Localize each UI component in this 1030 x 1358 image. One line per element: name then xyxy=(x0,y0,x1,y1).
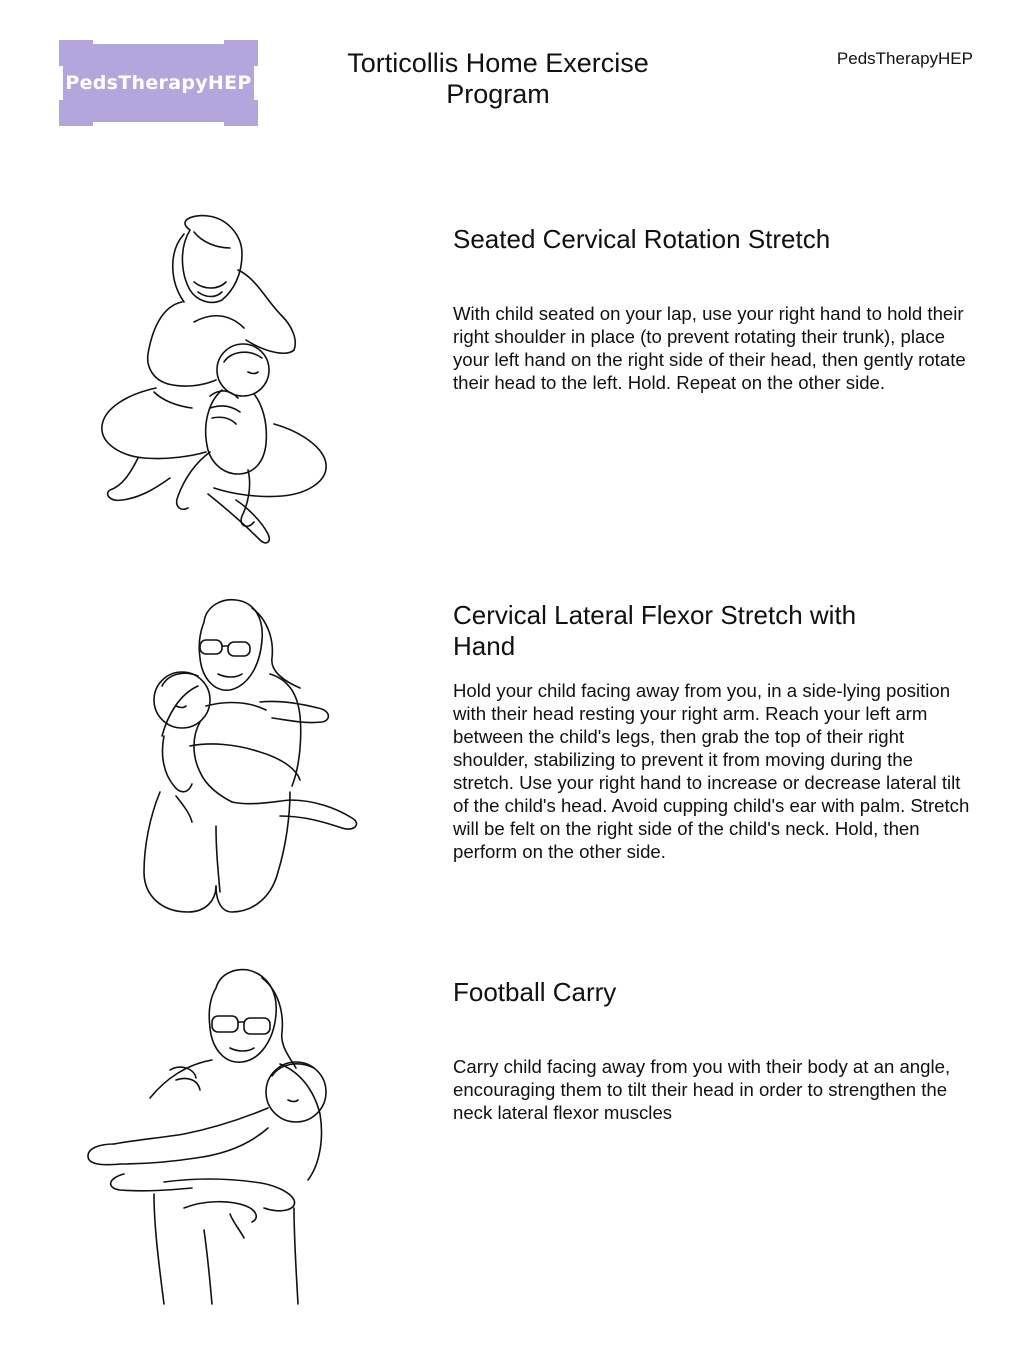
exercise-description: Carry child facing away from you with their body at an angle, encouraging them to tilt their head in order to strengthen the neck lateral flexor muscles xyxy=(453,1056,951,1123)
exercise-description: Hold your child facing away from you, in a side-lying position with their head resting your right arm. Reach your left arm between the child's legs, then grab the top of their right shoulder, stabilizing to prevent it from moving during the stretch. Use your right hand to increase or decrease lateral tilt of the child's head. Avoid cupping child's ear with palm. Stretch will be felt on the right side of the child's neck. Hold, then perform on the other side. xyxy=(453,680,970,862)
side-lying-stretch-illustration xyxy=(140,596,362,918)
exercise-description: With child seated on your lap, use your right hand to hold their right shoulder in place (to prevent rotating their trunk), place your left hand on the right side of their head, then gently rotate their head to the left. Hold. Repeat on the other side. xyxy=(453,303,966,393)
seated-stretch-illustration xyxy=(98,212,330,550)
logo-corner xyxy=(59,40,93,66)
brand-name: PedsTherapyHEP xyxy=(836,49,973,68)
exercise-title: Seated Cervical Rotation Stretch xyxy=(453,224,831,254)
football-carry-illustration xyxy=(84,968,330,1306)
logo-corner xyxy=(224,100,258,126)
logo xyxy=(59,40,258,126)
logo-corner xyxy=(59,100,93,126)
exercise-title: Cervical Lateral Flexor Stretch with Hand xyxy=(453,600,857,661)
logo-text: PedsTherapyHEP xyxy=(65,72,252,94)
exercise-title: Football Carry xyxy=(453,977,617,1007)
page-title: Torticollis Home Exercise Program xyxy=(347,48,649,109)
logo-corner xyxy=(224,40,258,66)
